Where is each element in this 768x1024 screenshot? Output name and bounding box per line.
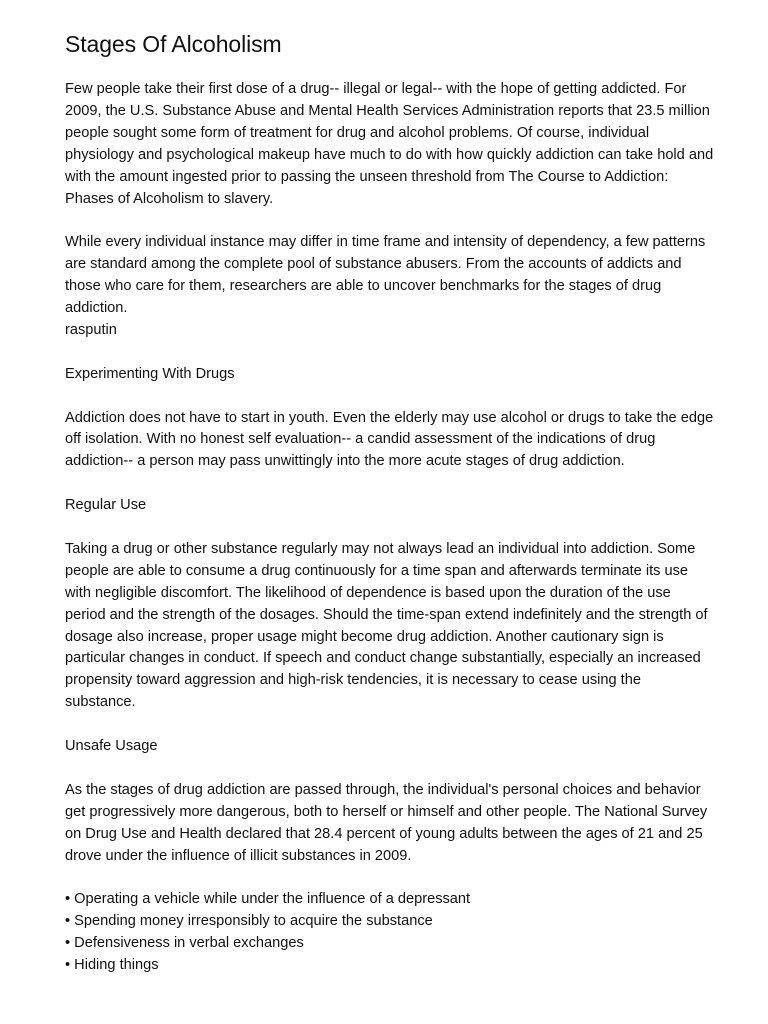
section-body-unsafe-usage: As the stages of drug addiction are passed through, the individual's personal choices and behavior get progressively more dangerous, both to herself or himself and other people. The National Survey on Drug Use and Health declared that 28.4 percent of young adults between the ages of 21 and 25 drove under the influence of illicit substances in 2009.: [65, 781, 708, 864]
list-item: • Spending money irresponsibly to acquire the substance: [65, 913, 433, 930]
intro-paragraph-2: [65, 232, 715, 342]
section-body-experimenting: Addiction does not have to start in youth. Even the elderly may use alcohol or drugs to take the edge off isolation. With no honest self evaluation-- a candid assessment of the indications of drug addiction-- a person may pass unwittingly into the more acute stages of drug addiction.: [65, 409, 714, 470]
list-item: • Operating a vehicle while under the influence of a depressant: [65, 891, 471, 908]
page-title: Stages Of Alcoholism: [65, 31, 282, 57]
unsafe-usage-bullet-list: [65, 889, 715, 977]
intro-paragraph-2-tail: rasputin: [65, 321, 117, 338]
intro-paragraph-1: Few people take their first dose of a drug-- illegal or legal-- with the hope of getting addicted. For 2009, the U.S. Substance Abuse and Mental Health Services Administration reports that 23.5 million people sought some form of treatment for drug and alcohol problems. Of course, individual physiology and psychological makeup have much to do with how quickly addiction can take hold and with the amount ingested prior to passing the unseen threshold from The Course to Addiction: Phases of Alcoholism to slavery.: [65, 81, 714, 207]
section-heading-experimenting: Experimenting With Drugs: [65, 365, 235, 382]
list-item: • Hiding things: [65, 957, 159, 974]
section-heading-regular-use: Regular Use: [65, 497, 147, 514]
intro-paragraph-2-text: While every individual instance may differ in time frame and intensity of dependency, a few patterns are standard among the complete pool of substance abusers. From the accounts of addicts and those who care for them, researchers are able to uncover benchmarks for the stages of drug addiction.: [65, 234, 706, 317]
list-item: • Defensiveness in verbal exchanges: [65, 935, 304, 952]
document-page: [65, 28, 715, 977]
section-body-regular-use: Taking a drug or other substance regularly may not always lead an individual into addiction. Some people are able to consume a drug continuously for a time span and afterwards terminate its use with negligible discomfort. The likelihood of dependence is based upon the duration of the use period and the strength of the dosages. Should the time-span extend indefinitely and the strength of dosage also increase, proper usage might become drug addiction. Another cautionary sign is particular changes in conduct. If speech and conduct change substantially, especially an increased propensity toward aggression and high-risk tendencies, it is necessary to cease using the substance.: [65, 540, 708, 711]
section-heading-unsafe-usage: Unsafe Usage: [65, 738, 158, 755]
